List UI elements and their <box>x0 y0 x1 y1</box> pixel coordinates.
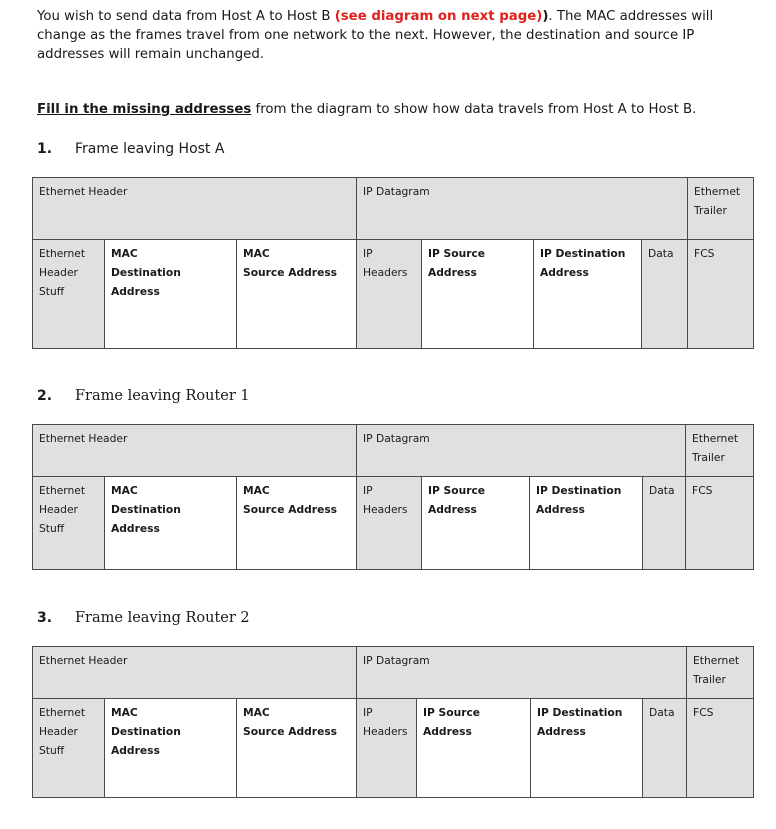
ip-destination-field[interactable]: IP Destination Address <box>531 699 643 798</box>
section-title-1: 1. Frame leaving Host A <box>37 141 225 157</box>
instruction-line: Fill in the missing addresses from the diagram to show how data travels from Host A to Host B. <box>37 102 697 117</box>
ip-headers-cell: IP Headers <box>357 477 422 570</box>
mac-destination-field[interactable]: MAC Destination Address <box>105 477 237 570</box>
fcs-cell: FCS <box>688 240 754 349</box>
ip-datagram-cell: IP Datagram <box>357 425 686 477</box>
ethernet-header-stuff-cell: Ethernet Header Stuff <box>33 240 105 349</box>
data-cell: Data <box>642 240 688 349</box>
data-cell: Data <box>643 699 687 798</box>
ethernet-trailer-cell: Ethernet Trailer <box>686 425 754 477</box>
ip-destination-field[interactable]: IP Destination Address <box>530 477 643 570</box>
see-diagram-note: (see diagram on next page) <box>334 9 543 24</box>
ethernet-trailer-cell: Ethernet Trailer <box>687 647 754 699</box>
ip-datagram-cell: IP Datagram <box>357 178 688 240</box>
section-title-3: 3. Frame leaving Router 2 <box>37 610 250 626</box>
frame-table-2 <box>32 424 754 570</box>
mac-destination-field[interactable]: MAC Destination Address <box>105 699 237 798</box>
mac-source-field[interactable]: MAC Source Address <box>237 240 357 349</box>
ethernet-header-stuff-cell: Ethernet Header Stuff <box>33 477 105 570</box>
ip-source-field[interactable]: IP Source Address <box>422 240 534 349</box>
ethernet-header-stuff-cell: Ethernet Header Stuff <box>33 699 105 798</box>
section-title-2: 2. Frame leaving Router 1 <box>37 388 250 404</box>
ip-datagram-cell: IP Datagram <box>357 647 687 699</box>
ethernet-trailer-cell: Ethernet Trailer <box>688 178 754 240</box>
mac-destination-field[interactable]: MAC Destination Address <box>105 240 237 349</box>
ethernet-header-cell: Ethernet Header <box>33 178 357 240</box>
ip-headers-cell: IP Headers <box>357 699 417 798</box>
ip-destination-field[interactable]: IP Destination Address <box>534 240 642 349</box>
frame-table-1 <box>32 177 754 349</box>
mac-source-field[interactable]: MAC Source Address <box>237 699 357 798</box>
ip-source-field[interactable]: IP Source Address <box>422 477 530 570</box>
ethernet-header-cell: Ethernet Header <box>33 647 357 699</box>
fcs-cell: FCS <box>686 477 754 570</box>
frame-table-3 <box>32 646 754 798</box>
intro-paragraph: You wish to send data from Host A to Host B (see diagram on next page)). The MAC addresses will change as the frames travel from one network to the next. However, the destination and source IP addresses will remain unchanged. <box>37 9 714 62</box>
fcs-cell: FCS <box>687 699 754 798</box>
data-cell: Data <box>643 477 686 570</box>
ip-headers-cell: IP Headers <box>357 240 422 349</box>
ethernet-header-cell: Ethernet Header <box>33 425 357 477</box>
mac-source-field[interactable]: MAC Source Address <box>237 477 357 570</box>
ip-source-field[interactable]: IP Source Address <box>417 699 531 798</box>
